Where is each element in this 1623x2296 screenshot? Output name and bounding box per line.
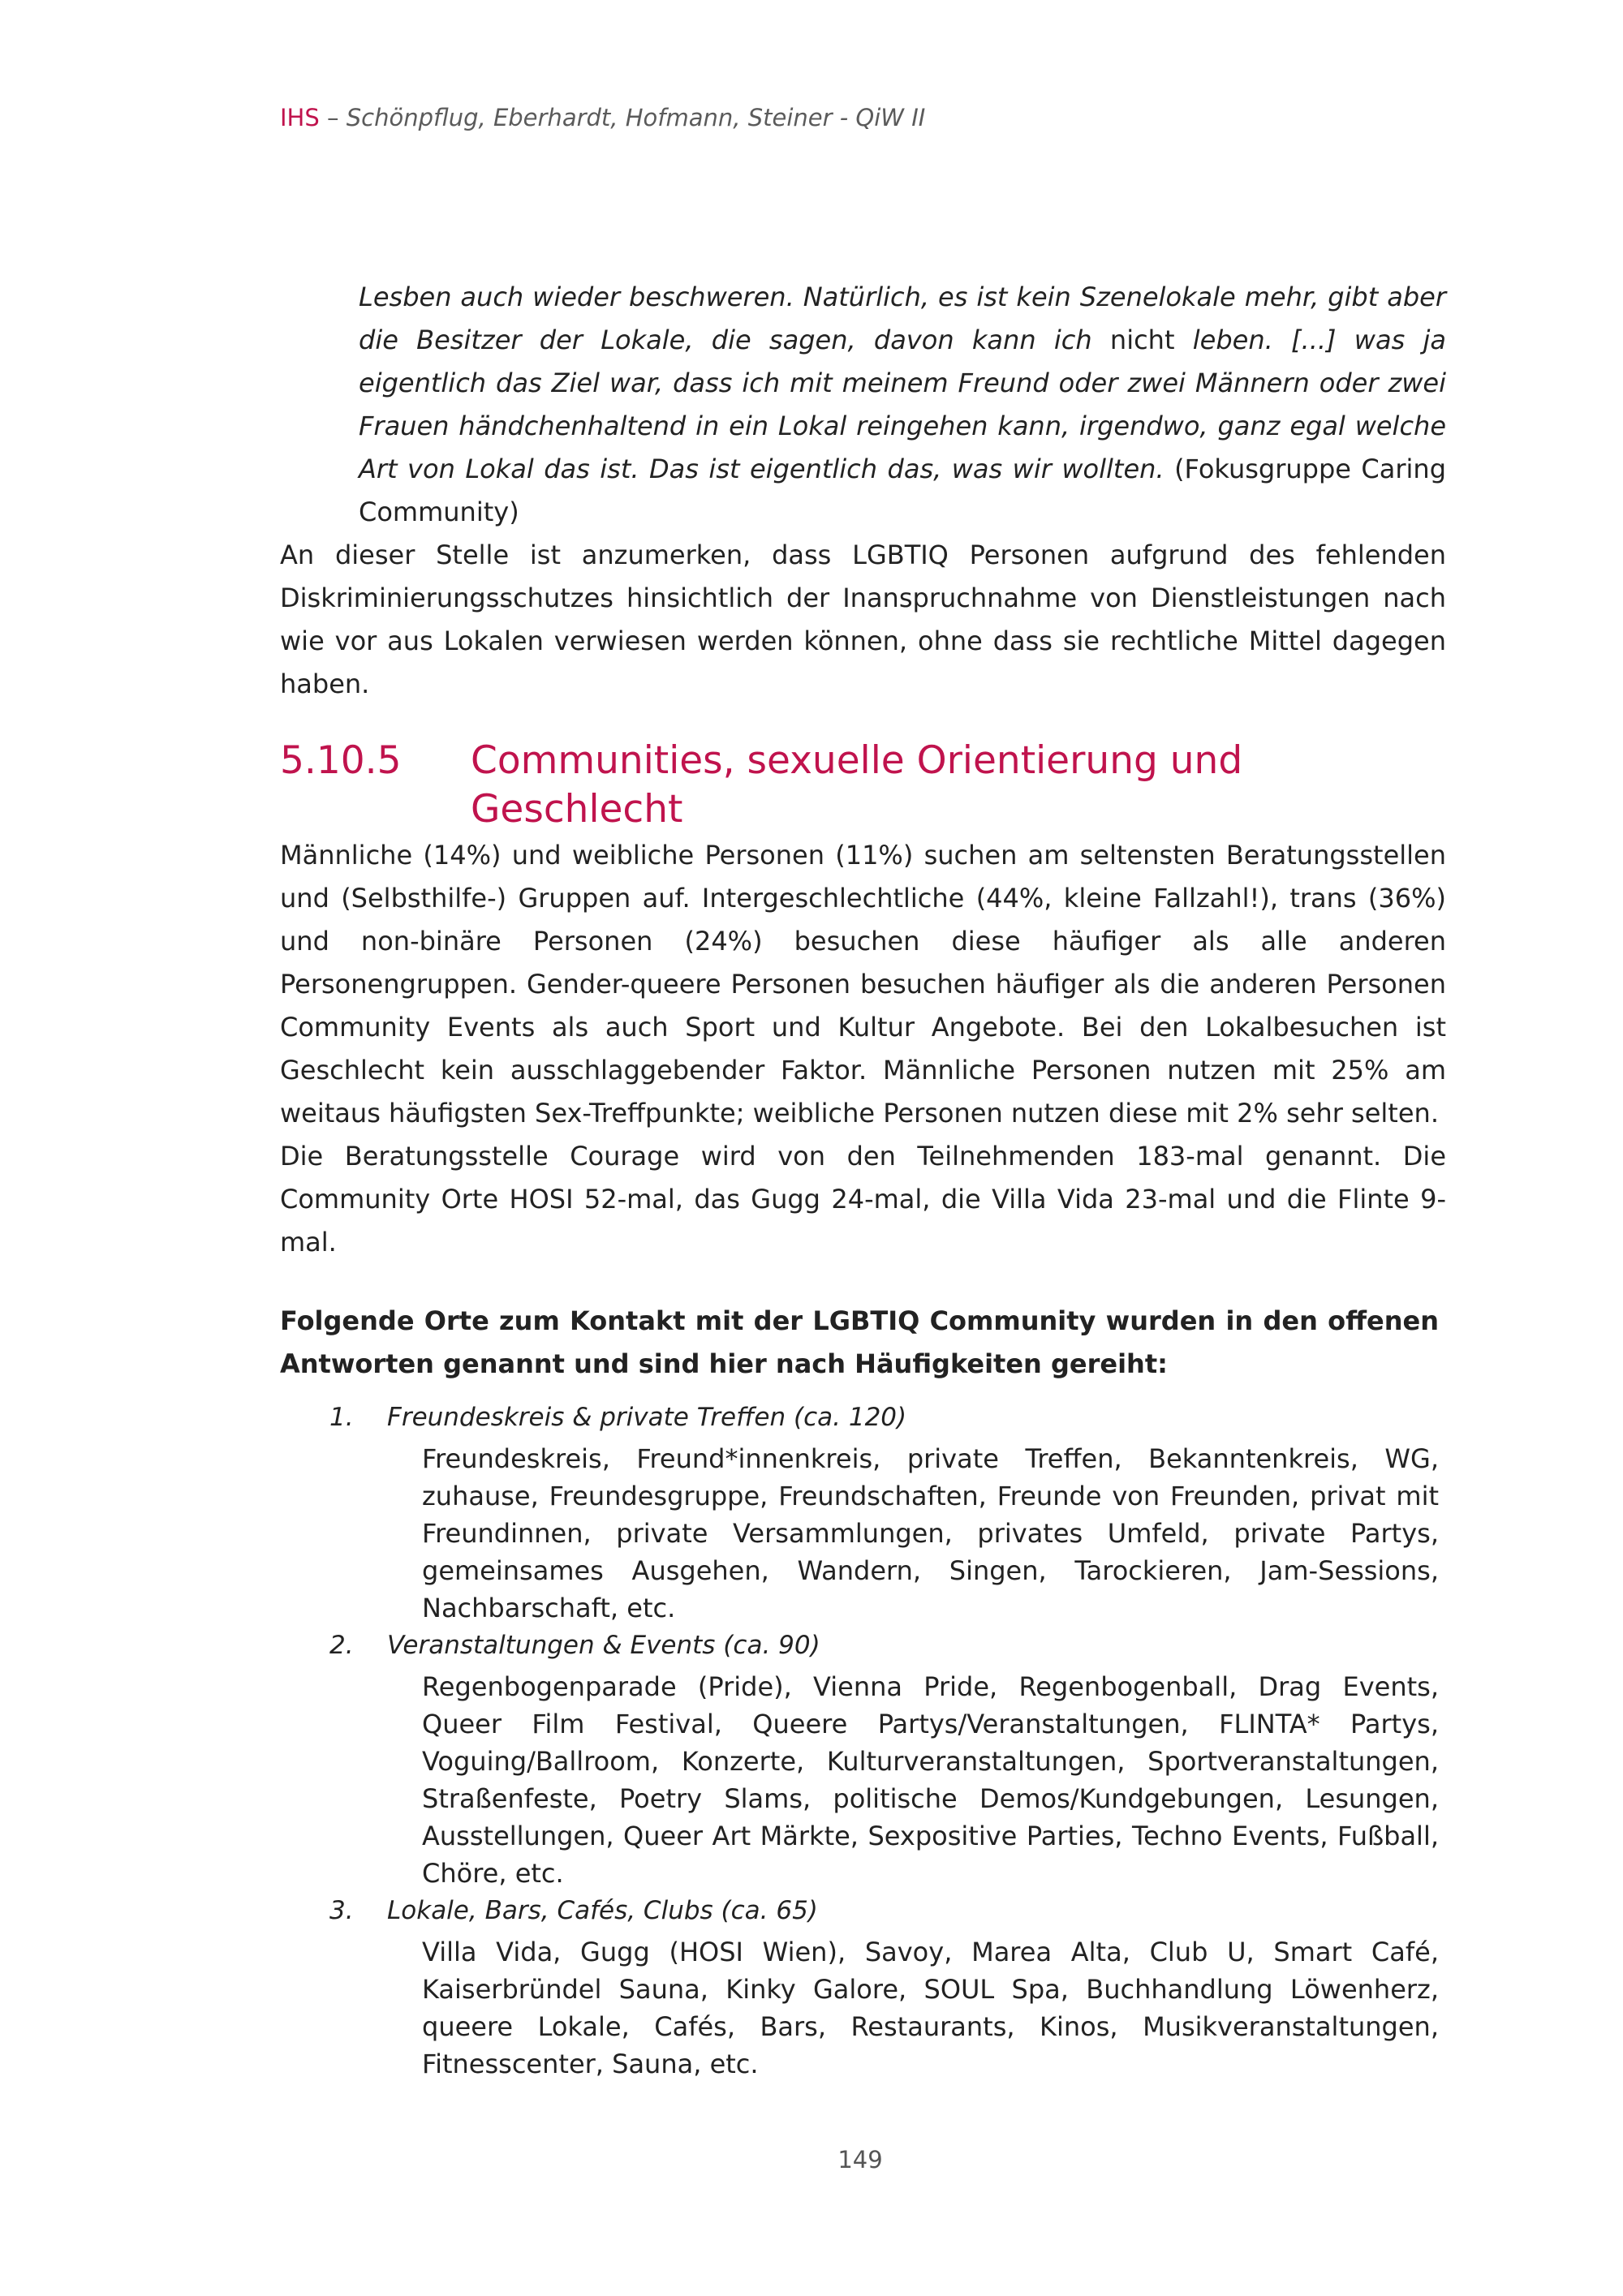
header-separator: – [327, 104, 339, 131]
list-item-title: Lokale, Bars, Cafés, Clubs (ca. 65) [387, 1896, 818, 1925]
header-org: IHS [280, 104, 320, 131]
running-header [280, 104, 925, 131]
quote-source: (Fokusgruppe Caring Community) [359, 454, 1447, 527]
list-item-title-row [280, 1399, 1439, 1437]
list-item-body: Freundeskreis, Freund*innenkreis, private Treffen, Bekanntenkreis, WG, zuhause, Freundesgruppe, Freundschaften, Freunde von Freunden, privat mit Freundinnen, private Versammlungen, privates Umfeld, private Partys, gemeinsames Ausgehen, Wandern, Singen, Tarockieren, Jam-Sessions, Nachbarschaft, etc. [422, 1443, 1439, 1623]
list-item-title-row [280, 1892, 1439, 1930]
section-number: 5.10.5 [280, 738, 402, 783]
list-item-number: 2. [329, 1631, 354, 1660]
header-authors: Schönpflug, Eberhardt, Hofmann, Steiner - QiW II [346, 104, 926, 131]
quote-text-a: Lesben auch wieder beschweren. Natürlich, es ist kein Szenelokale mehr, gibt aber die Besitzer der Lokale, die sagen, davon kann ich [359, 282, 1446, 355]
section-title: Communities, sexuelle Orientierung und Geschlecht [471, 738, 1243, 832]
list-item [280, 1399, 1439, 1627]
list-item-title: Freundeskreis & private Treffen (ca. 120) [387, 1403, 907, 1432]
list-item-body: Villa Vida, Gugg (HOSI Wien), Savoy, Marea Alta, Club U, Smart Café, Kaiserbründel Sauna, Kinky Galore, SOUL Spa, Buchhandlung Löwenherz, queere Lokale, Cafés, Bars, Restaurants, Kinos, Musikveranstaltungen, Fitnesscenter, Sauna, etc. [422, 1937, 1439, 2079]
quote-text-normal: nicht [1109, 325, 1175, 355]
quote-text-b: leben. [...] was ja eigentlich das Ziel war, dass ich mit meinem Freund oder zwei Männern oder zwei Frauen händchenhaltend in ein Lokal reingehen kann, irgendwo, ganz egal welche Art von Lokal das ist. Das ist eigentlich das, was wir wollten. [359, 325, 1447, 484]
paragraph-community-places: Die Beratungsstelle Courage wird von den Teilnehmenden 183-mal genannt. Die Community Orte HOSI 52-mal, das Gugg 24-mal, die Villa Vida 23-mal und die Flinte 9-mal. [280, 1141, 1446, 1258]
ranked-list [280, 1399, 1439, 2083]
page-content [280, 276, 1446, 2083]
list-item-number: 3. [329, 1896, 354, 1925]
paragraph-gender-stats: Männliche (14%) und weibliche Personen (11%) suchen am seltensten Beratungsstellen und (Selbsthilfe-) Gruppen auf. Intergeschlechtliche (44%, kleine Fallzahl!), trans (36%) und non-binäre Personen (24%) besuchen diese häufiger als alle anderen Personengruppen. Gender-queere Personen besuchen häufiger als die anderen Personen Community Events als auch Sport und Kultur Angebote. Bei den Lokalbesuchen ist Geschlecht kein ausschlaggebender Faktor. Männliche Personen nutzen mit 25% am weitaus häufigsten Sex-Treffpunkte; weibliche Personen nutzen diese mit 2% sehr selten. [280, 840, 1446, 1129]
list-item-body: Regenbogenparade (Pride), Vienna Pride, Regenbogenball, Drag Events, Queer Film Festival, Queere Partys/Veranstaltungen, FLINTA* Partys, Voguing/Ballroom, Konzerte, Kulturveranstaltungen, Sportveranstaltungen, Straßenfeste, Poetry Slams, politische Demos/Kundgebungen, Lesungen, Ausstellungen, Queer Art Märkte, Sexpositive Parties, Techno Events, Fußball, Chöre, etc. [422, 1671, 1439, 1889]
list-item [280, 1892, 1439, 2083]
block-quote [359, 276, 1446, 534]
list-item [280, 1627, 1439, 1892]
page-number: 149 [837, 2146, 883, 2173]
list-lead-heading: Folgende Orte zum Kontakt mit der LGBTIQ Community wurden in den offenen Antworten genannt und sind hier nach Häufigkeiten gereiht: [280, 1305, 1439, 1379]
list-item-title: Veranstaltungen & Events (ca. 90) [387, 1631, 820, 1660]
section-heading [280, 737, 1446, 834]
list-item-number: 1. [329, 1403, 354, 1432]
paragraph-discrimination: An dieser Stelle ist anzumerken, dass LGBTIQ Personen aufgrund des fehlenden Diskriminierungsschutzes hinsichtlich der Inanspruchnahme von Dienstleistungen nach wie vor aus Lokalen verwiesen werden können, ohne dass sie rechtliche Mittel dagegen haben. [280, 540, 1446, 699]
list-item-title-row [280, 1627, 1439, 1665]
